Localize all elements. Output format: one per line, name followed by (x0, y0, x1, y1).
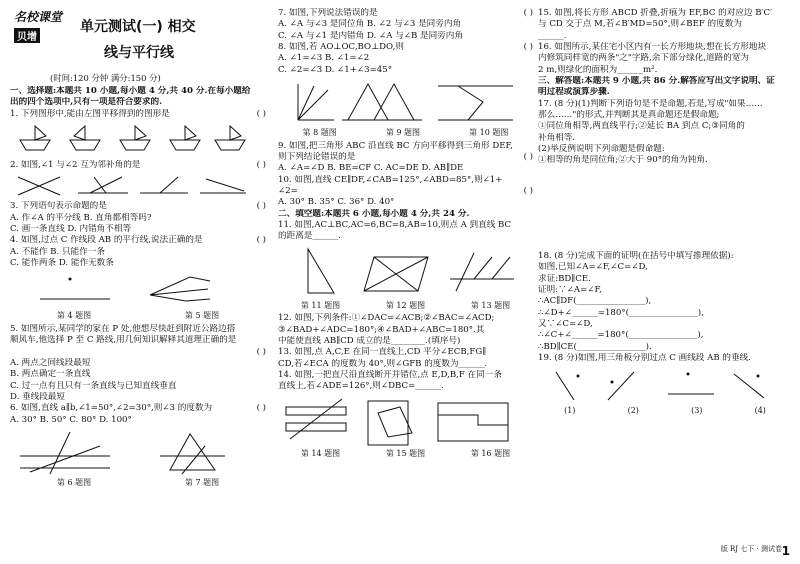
text-line (278, 65, 533, 76)
text-line (10, 324, 266, 335)
q1-figures (10, 120, 250, 160)
text-line (278, 381, 533, 392)
text-line (278, 163, 533, 174)
line-text: C. 过一点有且只有一条直线与已知直线垂直 (10, 380, 177, 391)
text-line (538, 330, 792, 341)
line-text: 1. 下列图形中,能由左图平移得到的图形是 (10, 108, 170, 119)
text-line (10, 160, 266, 171)
line-text: 2. 如图,∠1 与∠2 互为邻补角的是 (10, 160, 141, 171)
line-text: 14. 如图,一把直尺沿直线断开并错位,点 E,D,B,F 在同一条 (278, 369, 502, 380)
text-line (278, 370, 533, 381)
text-line (278, 347, 533, 358)
page-number: 1 (781, 544, 790, 558)
text-line (278, 186, 533, 197)
line-text: ∴AC∥DF(________________), (538, 296, 652, 307)
text-line (538, 121, 792, 132)
text-line (10, 235, 266, 246)
brand-chip: 贝增 (14, 28, 40, 43)
q2-figures (10, 171, 250, 201)
line-text: 19. (8 分)如图,用三角板分别过点 C 画线段 AB 的垂线. (538, 352, 751, 363)
q8-q10-figures (278, 76, 518, 126)
column-right (538, 8, 792, 419)
line-text: C. 画一条直线 D. 内错角不相等 (10, 224, 132, 235)
text-line (10, 97, 266, 108)
text-line (278, 325, 533, 336)
figure-captions (278, 449, 533, 460)
figure-caption: (2) (627, 406, 639, 416)
line-text: 求证:BD∥CE. (538, 273, 591, 284)
text-line (10, 403, 266, 414)
text-line (538, 8, 792, 19)
text-line (278, 19, 533, 30)
text-line (278, 359, 533, 370)
footer-text: 版 RJ 七下 · 测试卷 (720, 545, 782, 553)
answer-parentheses[interactable]: ( ) (256, 346, 266, 357)
line-text: ①同位角相等,两直线平行;②延长 BA 到点 C;③同角的 (538, 121, 745, 132)
text-line (538, 296, 792, 307)
text-line (10, 347, 266, 358)
figure-caption: 第 6 题图 (56, 478, 92, 488)
line-text: ∠2= (278, 185, 298, 196)
brand-area (14, 6, 62, 44)
line-text: C. ∠A 与∠1 是内错角 D. ∠A 与∠B 是同旁内角 (278, 30, 463, 41)
line-text: A. 不能作 B. 只能作一条 (10, 246, 105, 257)
column-middle (278, 8, 533, 461)
text-line (278, 197, 533, 208)
q4-q5-figures (10, 269, 250, 309)
text-line (538, 87, 792, 98)
line-text: C. ∠2=∠3 D. ∠1+∠3=45° (278, 64, 393, 75)
text-line (278, 8, 533, 19)
text-line (278, 231, 533, 242)
line-text: 16. 如图所示,某住宅小区内有一长方形地块,想在长方形地块 (538, 42, 767, 53)
line-text: ∴∠D+∠______=180°(________________), (538, 307, 704, 318)
figure-captions (538, 406, 792, 417)
text-line (538, 42, 792, 53)
answer-parentheses[interactable]: ( ) (256, 235, 266, 246)
figure-caption: 第 12 题图 (385, 300, 426, 310)
q4-figure (10, 269, 266, 309)
line-text: 15. 如图,将长方形 ABCD 折叠,折痕为 EF,BC 的对应边 B′C′ (538, 8, 773, 18)
line-text: (2)举反例说明下列命题是假命题: (538, 144, 665, 155)
line-text: 18. (8 分)完成下面的证明(在括号中填写推理依据): (538, 250, 734, 261)
text-line (278, 336, 533, 347)
time-and-score: (时间:120 分钟 满分:150 分) (50, 73, 161, 83)
line-text: 直线上,若∠ADE=126°,则∠DBC=______. (278, 381, 444, 392)
text-line (538, 251, 792, 262)
text-line (538, 308, 792, 319)
text-line (278, 175, 533, 186)
line-text: 中能使直线 AB∥CD 成立的是________.(填序号) (278, 335, 461, 346)
text-line (10, 258, 266, 269)
figure-captions (10, 311, 266, 322)
line-text: ①相等的角是同位角;②大于 90°的角为钝角. (538, 155, 708, 166)
line-text: B. 两点确定一条直线 (10, 369, 91, 380)
line-text: A. ∠A 与∠3 是同位角 B. ∠2 与∠3 是同旁内角 (278, 19, 462, 30)
q6-figure (10, 426, 266, 476)
line-text: A. 30° B. 50° C. 80° D. 100° (10, 414, 132, 425)
figure-captions (278, 128, 533, 139)
line-text: 证明:∵∠A=∠F, (538, 284, 602, 295)
line-text: 5. 如图所示,某同学的家在 P 处,他想尽快赶到附近公路边搭 (10, 323, 236, 334)
text-line (538, 319, 792, 330)
figure-caption: (1) (564, 406, 576, 416)
q1-figure (10, 120, 266, 160)
text-line (538, 110, 792, 121)
text-line (538, 342, 792, 353)
line-text: 明过程或演算步骤. (538, 87, 610, 98)
text-line (538, 19, 792, 30)
figure-captions (278, 301, 533, 312)
text-line (10, 381, 266, 392)
text-line (10, 109, 266, 120)
figure-caption: 第 11 题图 (300, 300, 341, 310)
line-text: 与 CD 交于点 M,若∠B′MD=50°,则∠BEF 的度数为 (538, 19, 742, 30)
line-text: 6. 如图,直线 a∥b,∠1=50°,∠2=30°,则∠3 的度数为 (10, 403, 213, 414)
figure-captions (10, 478, 266, 489)
text-line (538, 53, 792, 64)
text-line (278, 313, 533, 324)
text-line (278, 53, 533, 64)
text-line (538, 353, 792, 364)
figure-caption: 第 7 题图 (184, 478, 220, 488)
figure-caption: 第 14 题图 (300, 448, 341, 458)
text-line (538, 262, 792, 273)
brand-logo: 名校课堂 (14, 10, 63, 24)
line-text: 13. 如图,点 A,C,E 在同一直线上,CD 平分∠ECB,FG∥ (278, 347, 487, 358)
text-line (538, 133, 792, 144)
text-line (10, 213, 266, 224)
line-text: C. 能作两条 D. 能作无数条 (10, 258, 114, 269)
text-line (278, 141, 533, 152)
line-text: 2 m,则绿化的面积为______m². (538, 64, 658, 75)
line-text: 4. 如图,过点 C 作线段 AB 的平行线,说法正确的是 (10, 235, 203, 246)
line-text: 内修筑同样宽的两条"之"字路,余下部分绿化,道路的宽为 (538, 53, 750, 64)
line-text: ③∠BAD+∠ADC=180°;④∠BAD+∠ABC=180°.其 (278, 324, 485, 335)
figure-caption: 第 5 题图 (184, 311, 220, 321)
answer-parentheses[interactable]: ( ) (523, 8, 533, 18)
text-line (10, 358, 266, 369)
text-line (538, 99, 792, 110)
text-line (10, 335, 266, 346)
q11-q13-figures (278, 243, 518, 299)
line-text: 的距离是______. (278, 231, 341, 242)
text-line (538, 274, 792, 285)
text-line (538, 76, 792, 87)
line-text: 12. 如图,下列条件:①∠DAC=∠ACB;②∠BAC=∠ACD; (278, 313, 495, 324)
line-text: A. 两点之间线段最短 (10, 358, 91, 369)
line-text: A. 作∠A 的平分线 B. 直角都相等吗? (10, 212, 152, 223)
answer-parentheses[interactable]: ( ) (523, 151, 533, 162)
line-text: 一、选择题:本题共 10 小题,每小题 4 分,共 40 分.在每小题给 (10, 86, 251, 96)
q6-q7-figures (10, 426, 250, 476)
text-line (10, 369, 266, 380)
line-text: ∴∠C+∠______=180°(________________), (538, 330, 704, 341)
line-text: 8. 如图,若 AO⊥OC,BO⊥DO,则 (278, 42, 404, 53)
answer-parentheses[interactable]: ( ) (256, 160, 266, 171)
line-text: ∴BD∥CE(________________). (538, 341, 652, 352)
page-title-line2: 线与平行线 (104, 45, 174, 61)
figure-caption: (3) (691, 406, 703, 416)
text-line (278, 42, 533, 53)
line-text: 那么……"的形式,并判断其是真命题还是假命题; (538, 110, 720, 121)
line-text: 11. 如图,AC⊥BC,AC=6,BC=8,AB=10,则点 A 到直线 BC (278, 220, 512, 231)
text-line (10, 86, 266, 97)
line-text: 17. (8 分)(1)判断下列语句是不是命题,若是,写成"如果…… (538, 98, 763, 109)
figure-caption: 第 16 题图 (470, 448, 511, 458)
q11-figure (278, 243, 533, 299)
line-text: 又∵∠C=∠D, (538, 318, 593, 329)
text-line (538, 285, 792, 296)
figure-caption: (4) (754, 406, 766, 416)
answer-parentheses[interactable]: ( ) (523, 185, 533, 196)
line-text: 3. 下列语句表示命题的是 (10, 201, 107, 212)
line-text: CD,若∠ECA 的度数为 40°,则∠GFB 的度数为______. (278, 358, 488, 369)
answer-parentheses[interactable]: ( ) (256, 403, 266, 414)
column-left (10, 86, 266, 491)
q8-figure (278, 76, 533, 126)
line-text: 出的四个选项中,只有一项是符合要求的. (10, 97, 163, 108)
q19-figure (538, 364, 792, 404)
line-text: A. ∠1=∠3 B. ∠1=∠2 (278, 53, 370, 64)
text-line (10, 247, 266, 258)
line-text: D. 垂线段最短 (10, 392, 66, 403)
text-line (278, 31, 533, 42)
text-line (10, 201, 266, 212)
text-line (10, 392, 266, 403)
figure-caption: 第 8 题图 (302, 128, 337, 138)
line-text: 补角相等. (538, 132, 576, 143)
line-text: 10. 如图,直线 CE∥DF,∠CAB=125°,∠ABD=85°,则∠1+ (278, 174, 503, 185)
text-line (538, 144, 792, 155)
figure-caption: 第 10 题图 (469, 128, 509, 138)
line-text: 顺风车,他选择 P 至 C 路线,用几何知识解释其道理正确的是 (10, 335, 237, 346)
q14-q16-figures (278, 393, 518, 447)
figure-caption: 第 4 题图 (56, 311, 92, 321)
line-text: A. 30° B. 35° C. 36° D. 40° (278, 197, 395, 208)
text-line (278, 220, 533, 231)
line-text: 则下列结论错误的是 (278, 151, 356, 162)
q19-figures (538, 364, 778, 404)
text-line (10, 224, 266, 235)
text-line (538, 155, 792, 166)
text-line (538, 65, 792, 76)
line-text: 9. 如图,把三角形 ABC 沿直线 BC 方向平移得到三角形 DEF, (278, 140, 513, 151)
text-line (278, 152, 533, 163)
line-text: ______. (538, 30, 567, 41)
q2-figure (10, 171, 266, 201)
line-text: 7. 如图,下列说法错误的是 (278, 8, 378, 18)
line-text: A. ∠A=∠D B. BE=CF C. AC=DE D. AB∥DE (278, 163, 464, 174)
answer-parentheses[interactable]: ( ) (523, 42, 533, 53)
text-line (10, 415, 266, 426)
answer-parentheses[interactable]: ( ) (256, 108, 266, 119)
figure-caption: 第 13 题图 (470, 300, 511, 310)
answer-parentheses[interactable]: ( ) (256, 201, 266, 212)
text-line (538, 31, 792, 42)
q14-figure (278, 393, 533, 447)
page-title-line1: 单元测试(一) 相交 (80, 19, 196, 35)
text-line (278, 209, 533, 220)
line-text: 三、解答题:本题共 9 小题,共 86 分.解答应写出文字说明、证 (538, 76, 775, 87)
line-text: 二、填空题:本题共 6 小题,每小题 4 分,共 24 分. (278, 208, 470, 219)
line-text: 如图,已知∠A=∠F,∠C=∠D, (538, 262, 648, 273)
figure-caption: 第 15 题图 (385, 448, 426, 458)
answer-space (538, 167, 792, 251)
figure-caption: 第 9 题图 (385, 128, 421, 138)
